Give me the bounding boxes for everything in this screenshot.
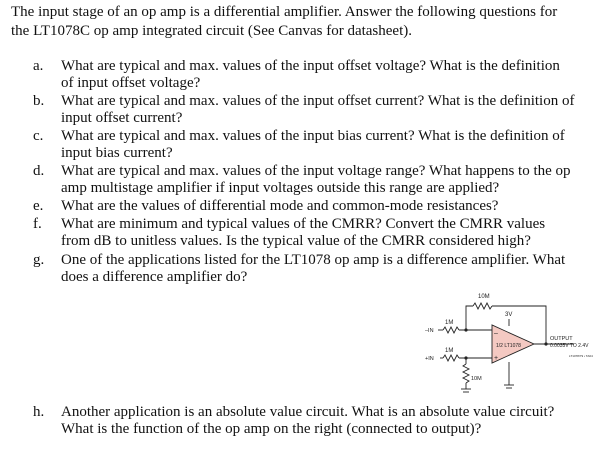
- question-a: [33, 58, 604, 92]
- question-e: [33, 198, 604, 215]
- intro-line-1: The input stage of an op amp is a differential amplifier. Answer the following questions for: [11, 4, 558, 20]
- question-line: What are the values of differential mode and common-mode resistances?: [61, 198, 499, 214]
- opamp-minus-sign: –: [494, 330, 498, 337]
- input-resistor-top: [443, 327, 459, 333]
- question-line: What is the function of the op amp on the right (connected to output)?: [61, 421, 482, 437]
- question-line: What are minimum and typical values of the CMRR? Convert the CMRR values: [61, 216, 546, 232]
- question-letter: h.: [33, 404, 45, 420]
- question-letter: b.: [33, 93, 45, 109]
- output-label: OUTPUT: [550, 336, 573, 342]
- ground-resistor-label: 10M: [471, 376, 482, 382]
- figure-id-label: LT1078/79 • TA04: [569, 354, 593, 358]
- ground-resistor: [463, 364, 469, 383]
- question-letter: a.: [33, 58, 44, 74]
- question-line: What are typical and max. values of the input offset current? What is the definition of: [61, 93, 575, 109]
- question-line: What are typical and max. values of the input offset voltage? What is the definition: [61, 58, 560, 74]
- question-f: [33, 216, 604, 250]
- question-h: [33, 404, 604, 438]
- schematic-drawing: [418, 289, 608, 407]
- feedback-resistor-label: 10M: [478, 294, 490, 300]
- question-line: amp multistage amplifier if input voltages outside this range are applied?: [61, 180, 500, 196]
- output-range-label: 0.0035V TO 2.4V: [550, 343, 589, 349]
- question-line: does a difference amplifier do?: [61, 269, 248, 285]
- input-resistor-bottom: [443, 355, 459, 361]
- intro-paragraph: [11, 3, 606, 41]
- supply-label: 3V: [505, 312, 513, 318]
- junction-dot: [464, 356, 467, 359]
- question-line: from dB to unitless values. Is the typical value of the CMRR considered high?: [61, 233, 531, 249]
- question-letter: c.: [33, 128, 44, 144]
- difference-amplifier-schematic: [418, 289, 608, 407]
- input-resistor-top-label: 1M: [445, 320, 454, 326]
- question-letter: g.: [33, 252, 45, 268]
- question-line: What are typical and max. values of the input voltage range? What happens to the op: [61, 163, 571, 179]
- inverting-input-label: –IN: [425, 328, 434, 334]
- question-line: Another application is an absolute value circuit. What is an absolute value circuit?: [61, 404, 555, 420]
- question-g: [33, 252, 604, 286]
- question-c: [33, 128, 604, 162]
- noninverting-input-label: +IN: [425, 356, 434, 362]
- question-b: [33, 93, 604, 127]
- junction-dot: [464, 328, 467, 331]
- intro-line-2: the LT1078C op amp integrated circuit (See Canvas for datasheet).: [11, 23, 412, 39]
- opamp-label: 1/2 LT1078: [496, 343, 521, 349]
- junction-dot: [544, 342, 547, 345]
- question-line: input offset current?: [61, 110, 183, 126]
- question-letter: e.: [33, 198, 44, 214]
- opamp-plus-sign: +: [494, 355, 499, 362]
- question-line: What are typical and max. values of the input bias current? What is the definition of: [61, 128, 565, 144]
- question-line: One of the applications listed for the LT1078 op amp is a difference amplifier. What: [61, 252, 566, 268]
- question-line: input bias current?: [61, 145, 173, 161]
- feedback-wire-left: [466, 306, 473, 330]
- question-d: [33, 163, 604, 197]
- question-letter: f.: [33, 216, 42, 232]
- question-letter: d.: [33, 163, 45, 179]
- question-line: of input offset voltage?: [61, 75, 201, 91]
- feedback-resistor: [473, 303, 492, 309]
- input-resistor-bottom-label: 1M: [445, 348, 454, 354]
